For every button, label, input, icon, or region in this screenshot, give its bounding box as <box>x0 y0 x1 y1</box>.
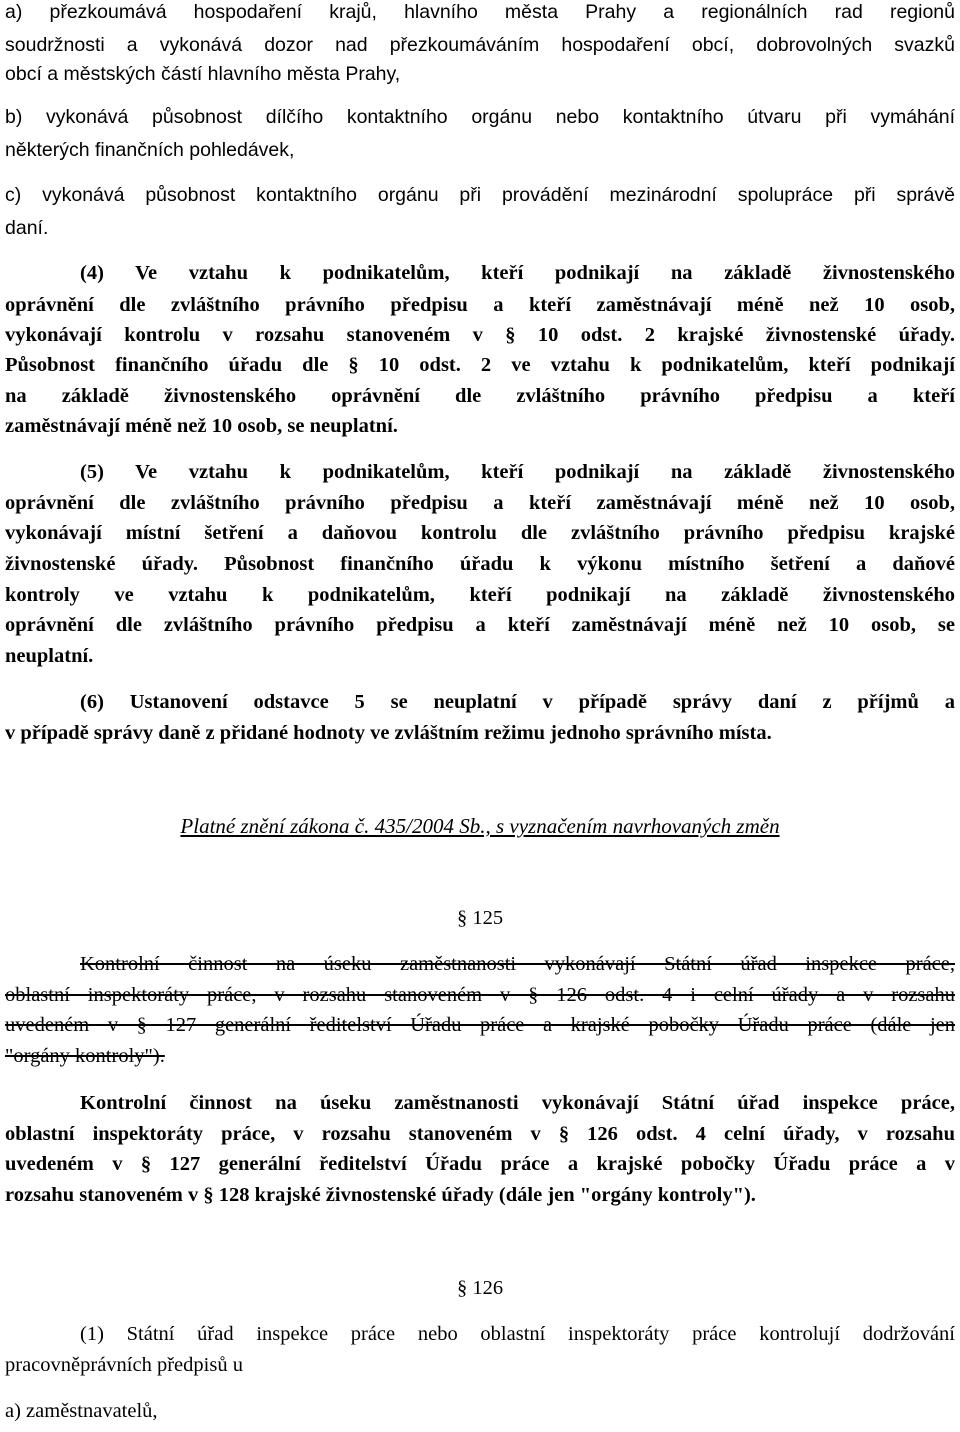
new-text-line: rozsahu stanoveném v § 128 krajské živnostenské úřady (dále jen "orgány kontroly"). <box>5 1184 756 1206</box>
section-heading-125: § 125 <box>456 907 504 929</box>
text-line: daní. <box>5 217 49 239</box>
text-line: živnostenské úřady. Působnost finančního úřadu k výkonu místního šetření a daňové <box>5 553 955 575</box>
text-line: oprávnění dle zvláštního právního předpisu a kteří zaměstnávají méně než 10 osob, <box>5 294 955 316</box>
new-text-line: uvedeném v § 127 generální ředitelství Úřadu práce a krajské pobočky Úřadu práce a v <box>5 1153 955 1175</box>
paragraph-4: (4) Ve vztahu k podnikatelům, kteří podnikají na základě živnostenského <box>80 262 955 284</box>
text-line: vykonávají místní šetření a daňovou kontrolu dle zvláštního právního předpisu krajské <box>5 522 955 544</box>
text-line: obcí a městských částí hlavního města Prahy, <box>5 63 401 85</box>
text-line: oprávnění dle zvláštního právního předpisu a kteří zaměstnávají méně než 10 osob, <box>5 492 955 514</box>
deleted-text-line: Kontrolní činnost na úseku zaměstnanosti vykonávají Státní úřad inspekce práce, <box>80 953 955 975</box>
text-line: na základě živnostenského oprávnění dle zvláštního právního předpisu a kteří <box>5 385 955 407</box>
paragraph-5: (5) Ve vztahu k podnikatelům, kteří podnikají na základě živnostenského <box>80 461 955 483</box>
text-line: zaměstnávají méně než 10 osob, se neuplatní. <box>5 415 398 437</box>
text-line: Působnost finančního úřadu dle § 10 odst. 2 ve vztahu k podnikatelům, kteří podnikají <box>5 354 955 376</box>
paragraph-6: (6) Ustanovení odstavce 5 se neuplatní v případě správy daní z příjmů a <box>80 691 955 713</box>
text-line: neuplatní. <box>5 645 94 667</box>
list-item-a-employers: a) zaměstnavatelů, <box>5 1400 158 1422</box>
text-line: vykonávají kontrolu v rozsahu stanoveném v § 10 odst. 2 krajské živnostenské úřady. <box>5 324 955 346</box>
list-item-c: c) vykonává působnost kontaktního orgánu při provádění mezinárodní spolupráce při správě <box>5 184 955 206</box>
text-line: oprávnění dle zvláštního právního předpisu a kteří zaměstnávají méně než 10 osob, se <box>5 614 955 636</box>
deleted-text-line: oblastní inspektoráty práce, v rozsahu stanoveném v § 126 odst. 4 i celní úřady a v rozsahu <box>5 984 955 1006</box>
text-line: soudržnosti a vykonává dozor nad přezkoumáváním hospodaření obcí, dobrovolných svazků <box>5 34 955 56</box>
text-line: (1) Státní úřad inspekce práce nebo oblastní inspektoráty práce kontrolují dodržování <box>80 1323 955 1345</box>
new-text-line: oblastní inspektoráty práce, v rozsahu stanoveném v § 126 odst. 4 celní úřady, v rozsahu <box>5 1123 955 1145</box>
section-heading-126: § 126 <box>456 1277 504 1299</box>
text-line: kontroly ve vztahu k podnikatelům, kteří podnikají na základě živnostenského <box>5 584 955 606</box>
list-item-b: b) vykonává působnost dílčího kontaktního orgánu nebo kontaktního útvaru při vymáhání <box>5 106 955 128</box>
list-item-a: a) přezkoumává hospodaření krajů, hlavního města Prahy a regionálních rad regionů <box>5 1 955 23</box>
deleted-text-line: uvedeném v § 127 generální ředitelství Úřadu práce a krajské pobočky Úřadu práce (dále jen <box>5 1014 955 1036</box>
section-title: Platné znění zákona č. 435/2004 Sb., s vyznačením navrhovaných změn <box>180 814 780 838</box>
text-line: v případě správy daně z přidané hodnoty ve zvláštním režimu jednoho správního místa. <box>5 722 772 744</box>
text-line: některých finančních pohledávek, <box>5 139 295 161</box>
new-text-line: Kontrolní činnost na úseku zaměstnanosti vykonávají Státní úřad inspekce práce, <box>80 1092 955 1114</box>
deleted-text-line: "orgány kontroly"). <box>5 1045 165 1067</box>
text-line: pracovněprávních předpisů u <box>5 1354 243 1376</box>
